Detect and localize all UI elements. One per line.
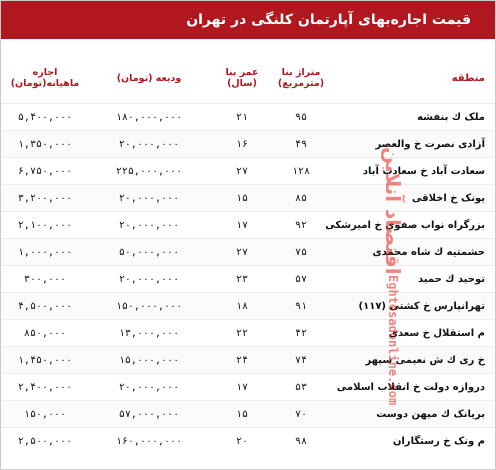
cell-deposit: ۲۲۵,۰۰۰,۰۰۰ [115, 165, 183, 177]
cell-region: خ ری ك ش نعیمی سپهر [365, 354, 485, 366]
cell-deposit: ۵۷,۰۰۰,۰۰۰ [118, 408, 180, 420]
cell-region: دروازه دولت خ انقلاب اسلامی [336, 381, 485, 393]
cell-age: ۲۷ [235, 165, 249, 177]
cell-deposit: ۲۰,۰۰۰,۰۰۰ [118, 273, 180, 285]
cell-deposit: ۱۵۰,۰۰۰,۰۰۰ [115, 300, 183, 312]
cell-age: ۱۵ [235, 192, 249, 204]
cell-deposit: ۲۰,۰۰۰,۰۰۰ [118, 381, 180, 393]
cell-area: ۹۲ [294, 219, 308, 231]
table-row [1, 265, 495, 292]
cell-area: ۹۱ [294, 300, 308, 312]
cell-age: ۲۷ [235, 246, 249, 258]
header-region: منطقه [451, 72, 485, 84]
cell-age: ۱۷ [235, 381, 249, 393]
cell-area: ۴۹ [294, 138, 308, 150]
cell-region: م ونک خ رستگاران [392, 435, 485, 447]
table-row [1, 400, 495, 427]
table-row [1, 346, 495, 373]
table-row [1, 157, 495, 184]
cell-rent: ۱,۴۵۰,۰۰۰ [17, 354, 73, 366]
watermark-name: اقتصاد آنلاین [381, 147, 405, 275]
cell-deposit: ۲۰,۰۰۰,۰۰۰ [118, 138, 180, 150]
cell-age: ۱۵ [235, 408, 249, 420]
cell-area: ۱۲۸ [291, 165, 311, 177]
cell-rent: ۲,۱۰۰,۰۰۰ [17, 219, 73, 231]
cell-age: ۱۸ [235, 300, 249, 312]
cell-region: تهرانپارس خ کشتی (۱۱۷) [358, 300, 485, 312]
cell-rent: ۱,۳۵۰,۰۰۰ [17, 138, 73, 150]
header-deposit: ودیعه (تومان) [116, 72, 182, 84]
cell-region: سعادت آباد خ سعادت آباد [362, 165, 485, 177]
cell-age: ۲۰ [235, 435, 249, 447]
cell-area: ۵۳ [294, 381, 308, 393]
cell-rent: ۳۰۰,۰۰۰ [23, 273, 67, 285]
cell-area: ۴۲ [294, 327, 308, 339]
table-title: قیمت اجاره‌بهای آپارتمان کلنگی در تهران [1, 1, 495, 39]
cell-region: بزرگراه نواب صفوی خ امیرشکی [325, 219, 485, 231]
cell-area: ۷۰ [294, 408, 308, 420]
cell-deposit: ۱۳,۰۰۰,۰۰۰ [118, 327, 180, 339]
cell-deposit: ۱۵,۰۰۰,۰۰۰ [118, 354, 180, 366]
cell-area: ۹۵ [294, 111, 308, 123]
cell-region: حشمتیه ك شاه محمدی [372, 246, 485, 258]
cell-deposit: ۱۸۰,۰۰۰,۰۰۰ [115, 111, 183, 123]
table-row [1, 238, 495, 265]
cell-deposit: ۵۰,۰۰۰,۰۰۰ [118, 246, 180, 258]
cell-rent: ۳,۲۰۰,۰۰۰ [17, 192, 73, 204]
table-row [1, 427, 495, 454]
cell-rent: ۸۵۰,۰۰۰ [23, 327, 67, 339]
cell-area: ۸۵ [294, 192, 308, 204]
table-row [1, 103, 495, 130]
cell-area: ۷۵ [294, 246, 308, 258]
cell-area: ۵۷ [294, 273, 308, 285]
cell-area: ۷۴ [294, 354, 308, 366]
cell-region: م استقلال خ سعدی [388, 327, 485, 339]
table-row [1, 373, 495, 400]
table-row [1, 319, 495, 346]
cell-region: توحید ك حمید [418, 273, 485, 285]
watermark-url: Eghtesadonline.com [386, 274, 400, 405]
cell-region: بریانک ك میهن دوست [376, 408, 485, 420]
cell-age: ۱۶ [235, 138, 249, 150]
cell-rent: ۲,۴۰۰,۰۰۰ [17, 381, 73, 393]
cell-deposit: ۲۰,۰۰۰,۰۰۰ [118, 192, 180, 204]
cell-deposit: ۱۶۰,۰۰۰,۰۰۰ [115, 435, 183, 447]
cell-rent: ۱۵۰,۰۰۰ [23, 408, 67, 420]
table-header [1, 57, 495, 99]
cell-age: ۲۴ [235, 354, 249, 366]
cell-age: ۱۷ [235, 219, 249, 231]
cell-age: ۲۲ [235, 327, 249, 339]
table-row [1, 292, 495, 319]
cell-rent: ۶,۷۵۰,۰۰۰ [17, 165, 73, 177]
table-row [1, 211, 495, 238]
header-area: متراژ بنا (مترمربع) [277, 67, 325, 89]
cell-area: ۹۸ [294, 435, 308, 447]
table-body [1, 103, 495, 454]
cell-deposit: ۲۰,۰۰۰,۰۰۰ [118, 219, 180, 231]
header-rent: اجاره ماهیانه(تومان) [10, 67, 80, 89]
cell-rent: ۵,۴۰۰,۰۰۰ [17, 111, 73, 123]
cell-region: ملک ك بنفشه [417, 111, 485, 123]
cell-region: یونک خ اخلاقی [411, 192, 485, 204]
cell-rent: ۲,۵۰۰,۰۰۰ [17, 435, 73, 447]
table-row [1, 130, 495, 157]
cell-age: ۲۳ [235, 273, 249, 285]
cell-rent: ۴,۵۰۰,۰۰۰ [17, 300, 73, 312]
table-row [1, 184, 495, 211]
cell-age: ۲۱ [235, 111, 249, 123]
cell-region: آزادی نصرت خ والعصر [375, 138, 485, 150]
cell-rent: ۱,۰۰۰,۰۰۰ [17, 246, 73, 258]
header-age: عمر بنا (سال) [225, 67, 259, 89]
